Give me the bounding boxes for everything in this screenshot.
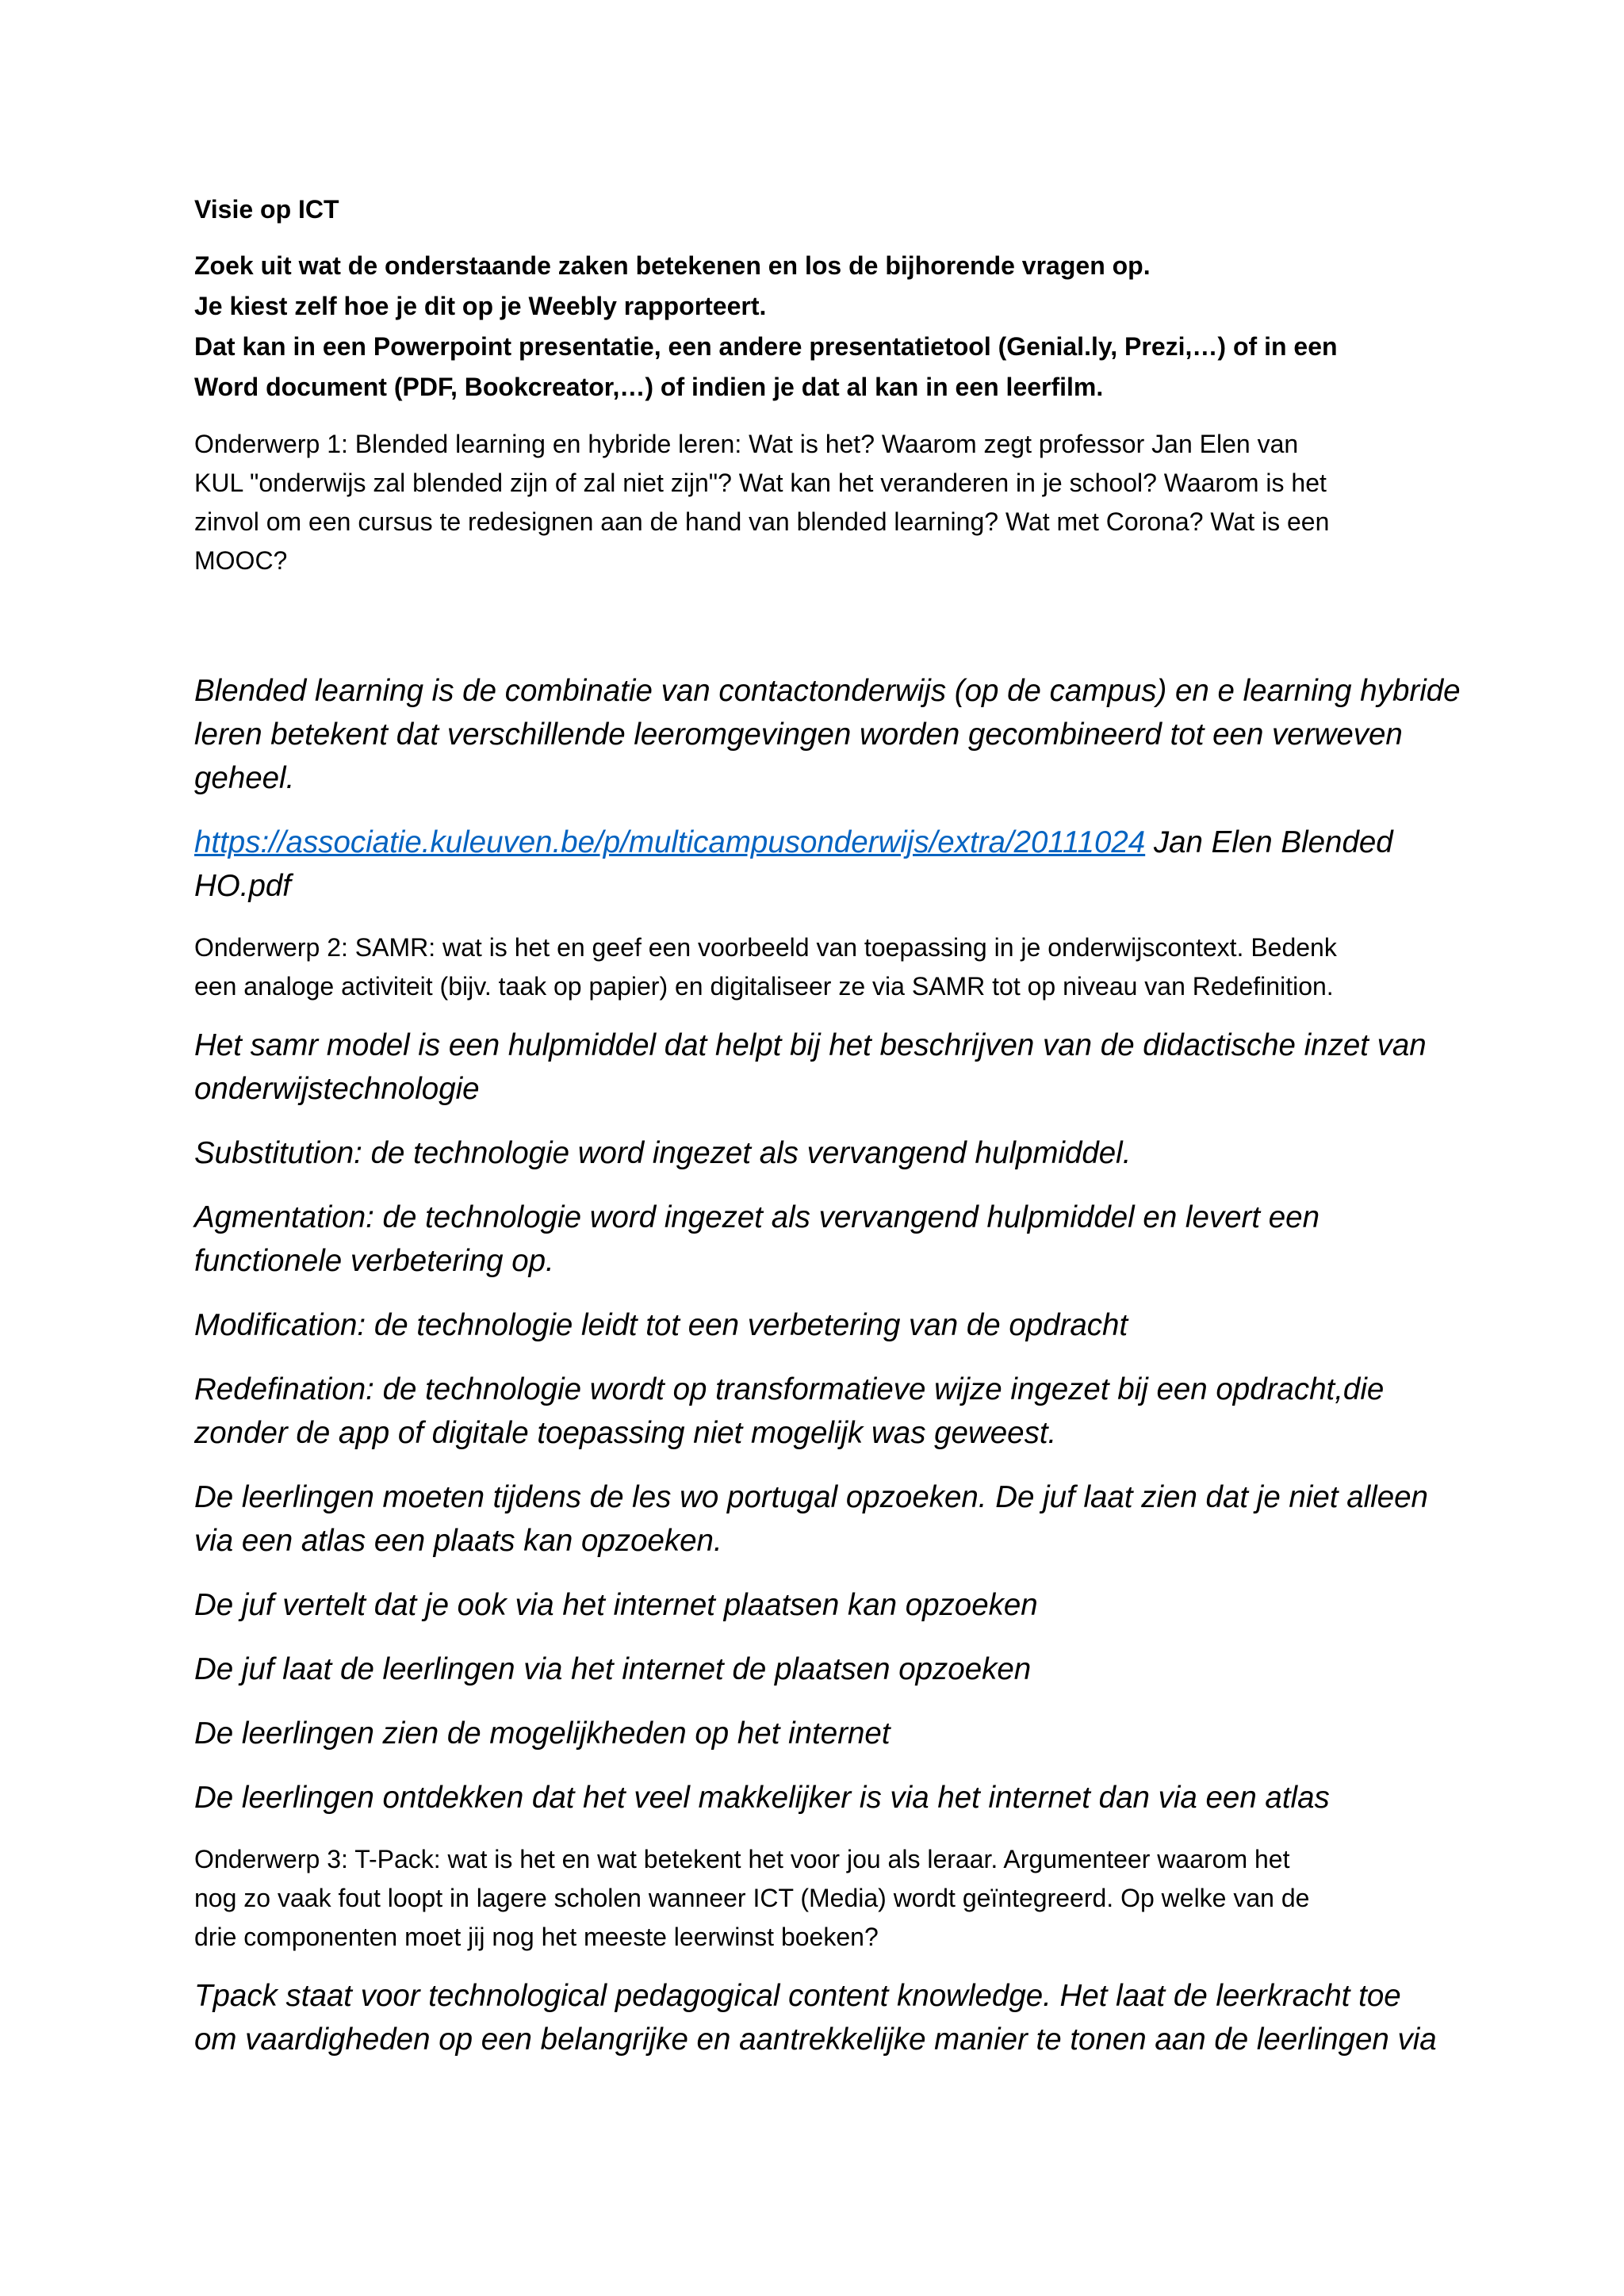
question-line: Onderwerp 1: Blended learning en hybride leren: Wat is het? Waarom zegt professor Jan Elen van	[194, 430, 1299, 458]
answer-line: Agmentation: de technologie word ingezet als vervangend hulpmiddel en levert een	[194, 1200, 1320, 1234]
instruction-line: Zoek uit wat de onderstaande zaken betekenen en los de bijhorende vragen op.	[194, 251, 1151, 280]
samr-step	[194, 1647, 1463, 1691]
answer-line: geheel.	[194, 761, 295, 795]
question-line: Onderwerp 3: T-Pack: wat is het en wat betekent het voor jou als leraar. Argumenteer waarom het	[194, 1845, 1290, 1873]
answer-line: Substitution: de technologie word ingezet als vervangend hulpmiddel.	[194, 1136, 1132, 1170]
source-link[interactable]: https://associatie.kuleuven.be/p/multicampusonderwijs/extra/20111024	[194, 825, 1146, 859]
answer-line: Tpack staat voor technological pedagogical content knowledge. Het laat de leerkracht toe	[194, 1979, 1401, 2013]
samr-modification	[194, 1303, 1463, 1347]
question-line: zinvol om een cursus te redesignen aan de hand van blended learning? Wat met Corona? Wat is een	[194, 507, 1330, 536]
question-line: Onderwerp 2: SAMR: wat is het en geef een voorbeeld van toepassing in je onderwijscontext. Bedenk	[194, 933, 1337, 962]
question-line: MOOC?	[194, 546, 288, 575]
instruction-line: Word document (PDF, Bookcreator,…) of indien je dat al kan in een leerfilm.	[194, 373, 1104, 401]
answer-line: De leerlingen moeten tijdens de les wo portugal opzoeken. De juf laat zien dat je niet alleen	[194, 1480, 1428, 1514]
answer-line: functionele verbetering op.	[194, 1244, 554, 1278]
samr-step	[194, 1712, 1463, 1755]
question-line: een analoge activiteit (bijv. taak op papier) en digitaliseer ze via SAMR tot op niveau van Redefinition.	[194, 972, 1334, 1001]
answer-line: onderwijstechnologie	[194, 1072, 480, 1106]
samr-augmentation	[194, 1196, 1463, 1283]
answer-line: De juf laat de leerlingen via het internet de plaatsen opzoeken	[194, 1652, 1032, 1686]
source-suffix: Jan Elen Blended	[1145, 825, 1393, 859]
topic1-question	[194, 425, 1463, 580]
topic1-source	[194, 821, 1463, 908]
answer-line: Blended learning is de combinatie van contactonderwijs (op de campus) en e learning hybride	[194, 674, 1461, 708]
answer-line: De leerlingen ontdekken dat het veel makkelijker is via het internet dan via een atlas	[194, 1781, 1330, 1815]
document-title: Visie op ICT	[194, 195, 339, 224]
topic2-question	[194, 928, 1463, 1006]
assignment-instructions	[194, 246, 1463, 408]
answer-line: leren betekent dat verschillende leeromgevingen worden gecombineerd tot een verweven	[194, 718, 1403, 752]
answer-line: Redefination: de technologie wordt op transformatieve wijze ingezet bij een opdracht,die	[194, 1372, 1385, 1406]
answer-line: De juf vertelt dat je ook via het internet plaatsen kan opzoeken	[194, 1588, 1038, 1622]
spacer	[194, 598, 1463, 669]
document-content	[194, 190, 1463, 2082]
answer-line: zonder de app of digitale toepassing niet mogelijk was geweest.	[194, 1416, 1057, 1450]
instruction-line: Je kiest zelf hoe je dit op je Weebly rapporteert.	[194, 292, 767, 320]
instruction-line: Dat kan in een Powerpoint presentatie, een andere presentatietool (Genial.ly, Prezi,…) of in een	[194, 332, 1338, 361]
topic1-answer	[194, 669, 1463, 800]
question-line: KUL "onderwijs zal blended zijn of zal niet zijn"? Wat kan het veranderen in je school? Waarom is het	[194, 469, 1327, 497]
answer-line: De leerlingen zien de mogelijkheden op het internet	[194, 1716, 891, 1751]
samr-redefinition	[194, 1368, 1463, 1455]
answer-line: om vaardigheden op een belangrijke en aantrekkelijke manier te tonen aan de leerlingen via	[194, 2022, 1437, 2057]
topic3-question	[194, 1840, 1463, 1957]
samr-intro	[194, 1024, 1463, 1111]
samr-step	[194, 1583, 1463, 1627]
question-line: drie componenten moet jij nog het meeste leerwinst boeken?	[194, 1923, 879, 1951]
answer-line: Het samr model is een hulpmiddel dat helpt bij het beschrijven van de didactische inzet van	[194, 1028, 1427, 1062]
samr-step	[194, 1776, 1463, 1820]
samr-substitution	[194, 1131, 1463, 1175]
question-line: nog zo vaak fout loopt in lagere scholen wanneer ICT (Media) wordt geïntegreerd. Op welke van de	[194, 1884, 1310, 1912]
source-line	[194, 821, 1463, 864]
topic3-answer	[194, 1974, 1463, 2061]
answer-line: via een atlas een plaats kan opzoeken.	[194, 1524, 722, 1558]
samr-example	[194, 1475, 1463, 1563]
source-line: HO.pdf	[194, 869, 291, 903]
answer-line: Modification: de technologie leidt tot een verbetering van de opdracht	[194, 1308, 1128, 1342]
